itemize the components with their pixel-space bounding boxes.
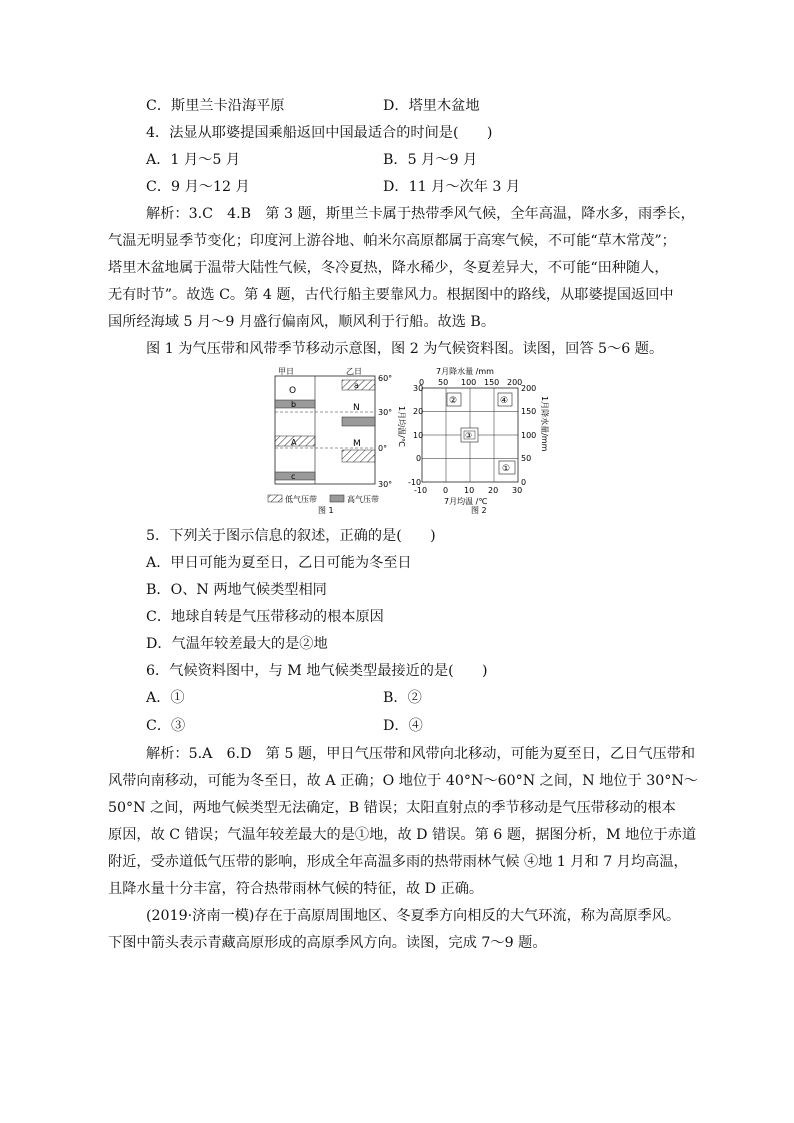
fig2-bottom-tick-0: 0 xyxy=(443,486,449,495)
q6-option-c: C．③ xyxy=(146,718,186,734)
analysis1-line-5: 国所经海域 5 月～9 月盛行偏南风，顺风利于行船。故选 B。 xyxy=(108,314,496,330)
fig1-lat-30-north: 30° xyxy=(378,408,393,417)
legend-low-swatch xyxy=(268,495,282,502)
fig2-top-tick-100: 100 xyxy=(461,378,477,387)
fig2-top-tick-0: 0 xyxy=(419,378,425,387)
fig1-label-b: b xyxy=(291,400,297,409)
fig2-left-tick-0: 0 xyxy=(416,454,422,463)
fig1-col-right: 乙日 xyxy=(346,367,362,376)
legend-low-label: 低气压带 xyxy=(285,495,317,504)
fig2-caption: 图 2 xyxy=(471,506,487,515)
analysis2-line-2: 风带向南移动，可能为冬至日，故 A 正确；O 地位于 40°N～60°N 之间，N 地位于 30°N～ xyxy=(108,773,698,789)
fig1-label-a-left: A xyxy=(291,438,297,447)
q5-option-b: B．O、N 两地气候类型相同 xyxy=(146,582,327,598)
analysis2-line-1: 解析：5.A 6.D 第 5 题，甲日气压带和风带向北移动，可能为夏至日，乙日气压带和 xyxy=(146,746,696,762)
fig1-lat-30-south: 30° xyxy=(378,480,393,489)
q5-option-c: C．地球自转是气压带移动的根本原因 xyxy=(146,609,384,625)
intro-7-9-line-2: 下图中箭头表示青藏高原形成的高原季风方向。读图，完成 7～9 题。 xyxy=(108,935,547,951)
fig2-right-axis-title: 1月降水量/mm xyxy=(540,396,549,452)
q5-stem: 5．下列关于图示信息的叙述，正确的是( ) xyxy=(146,528,436,544)
q4-option-b: B．5 月～9 月 xyxy=(383,152,478,168)
fig2-right-tick-100: 100 xyxy=(521,431,537,440)
fig1-label-n: N xyxy=(353,403,360,413)
fig1-right-low-belt-m xyxy=(342,450,375,462)
q4-option-a: A．1 月～5 月 xyxy=(146,152,241,168)
analysis2-line-5: 附近，受赤道低气压带的影响，形成全年高温多雨的热带雨林气候 ④地 1 月和 7 月均高温， xyxy=(108,854,688,870)
fig1-col-left: 甲日 xyxy=(278,367,294,376)
fig2-bottom-tick-30: 30 xyxy=(512,486,523,495)
fig2-bottom-tick-10: 10 xyxy=(464,486,475,495)
fig1-caption: 图 1 xyxy=(318,506,334,515)
fig1-label-m: M xyxy=(353,439,361,449)
fig2-right-tick-150: 150 xyxy=(521,407,537,416)
fig2-right-tick-50: 50 xyxy=(521,454,532,463)
fig2-top-tick-150: 150 xyxy=(484,378,500,387)
fig2-left-tick-30: 30 xyxy=(413,384,424,393)
fig1-label-a-right: a xyxy=(354,381,359,390)
q4-option-d: D．11 月～次年 3 月 xyxy=(383,179,521,195)
fig2-point-3: ③ xyxy=(465,431,473,440)
q6-option-d: D．④ xyxy=(383,718,423,734)
q3-option-c: C．斯里兰卡沿海平原 xyxy=(146,98,285,114)
figure-1 xyxy=(268,367,392,515)
fig2-left-tick-neg10: -10 xyxy=(408,478,422,487)
fig2-right-tick-200: 200 xyxy=(521,384,537,393)
fig1-lat-0-label: 0° xyxy=(378,444,388,453)
fig2-point-1: ① xyxy=(502,464,511,474)
analysis1-line-2: 气温无明显季节变化；印度河上游谷地、帕米尔高原都属于高寒气候，不可能“草木常茂”； xyxy=(108,233,676,249)
q4-option-c: C．9 月～12 月 xyxy=(146,179,250,195)
analysis2-line-6: 且降水量十分丰富，符合热带雨林气候的特征，故 D 正确。 xyxy=(108,881,484,897)
fig2-top-axis-title: 7月降水量 /mm xyxy=(436,367,494,376)
figure-pair xyxy=(258,366,558,516)
q3-option-d: D．塔里木盆地 xyxy=(383,98,480,114)
fig2-bottom-axis-title: 7月均温 /℃ xyxy=(444,497,488,506)
figure-2 xyxy=(397,366,550,515)
fig2-point-2: ② xyxy=(449,396,458,406)
fig2-top-tick-200: 200 xyxy=(507,378,523,387)
fig1-label-c: c xyxy=(291,472,296,481)
fig1-lat-60: 60° xyxy=(378,374,393,383)
analysis1-line-4: 无有时节”。故选 C。第 4 题，古代行船主要靠风力。根据图中的路线，从耶婆提国返回中 xyxy=(108,287,674,303)
intro-7-9-line-1: (2019·济南一模)存在于高原周围地区、冬夏季方向相反的大气环流，称为高原季风。 xyxy=(146,908,681,924)
q6-option-b: B．② xyxy=(383,690,422,706)
q4-stem: 4．法显从耶婆提国乘船返回中国最适合的时间是( ) xyxy=(146,125,493,141)
fig2-left-tick-20: 20 xyxy=(413,407,424,416)
fig2-bottom-tick-20: 20 xyxy=(488,486,499,495)
analysis1-line-1: 解析：3.C 4.B 第 3 题，斯里兰卡属于热带季风气候，全年高温，降水多，雨季长， xyxy=(146,206,695,222)
fig2-left-tick-10: 10 xyxy=(413,431,424,440)
fig2-point-4: ④ xyxy=(500,396,509,406)
fig2-left-axis-title: 1月均温/℃ xyxy=(397,406,406,447)
fig1-label-o: O xyxy=(289,386,297,396)
fig2-bottom-tick-neg10: -10 xyxy=(414,486,428,495)
fig2-top-tick-50: 50 xyxy=(438,378,449,387)
legend-high-label: 高气压带 xyxy=(347,495,379,504)
fig1-right-high-belt xyxy=(342,417,375,426)
legend-high-swatch xyxy=(330,495,344,502)
q6-stem: 6．气候资料图中，与 M 地气候类型最接近的是( ) xyxy=(146,663,488,679)
q6-option-a: A．① xyxy=(146,690,185,706)
analysis2-line-4: 原因，故 C 错误；气温年较差最大的是①地，故 D 错误。第 6 题，据图分析，M 地位于赤道 xyxy=(108,827,697,843)
fig2-right-tick-0: 0 xyxy=(521,478,527,487)
intro-5-6: 图 1 为气压带和风带季节移动示意图，图 2 为气候资料图。读图，回答 5～6 题。 xyxy=(146,341,664,357)
q5-option-a: A．甲日可能为夏至日，乙日可能为冬至日 xyxy=(146,555,412,571)
analysis1-line-3: 塔里木盆地属于温带大陆性气候，冬冷夏热，降水稀少，冬夏差异大，不可能“田种随人， xyxy=(108,260,669,276)
analysis2-line-3: 50°N 之间，两地气候类型无法确定，B 错误；太阳直射点的季节移动是气压带移动的根本 xyxy=(108,800,676,816)
q5-option-d: D．气温年较差最大的是②地 xyxy=(146,636,328,652)
